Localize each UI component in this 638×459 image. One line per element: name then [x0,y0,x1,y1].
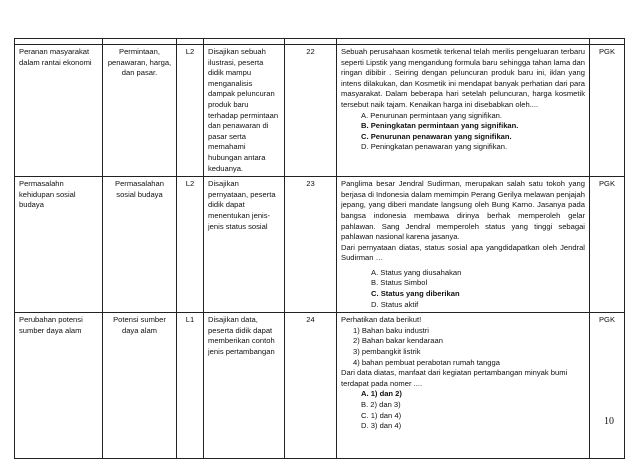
form-cell: PGK [590,313,625,459]
level-cell: L1 [177,313,204,459]
options-list [341,111,585,153]
question-cell [337,45,590,177]
material-cell: Peranan masyarakat dalam rantai ekonomi [15,45,103,177]
question-cell [337,177,590,313]
option-d: D. Peningkatan penawaran yang signifikan. [361,142,508,152]
question-prompt: Dari pernyataan diatas, status sosial apa yangdidapatkan oleh Jendral Sudirman … [341,242,585,263]
data-item: 4) bahan pembuat perabotan rumah tangga [353,357,500,367]
description-cell: Disajikan data, peserta didik dapat memberikan contoh jenis pertambangan [204,313,285,459]
form-cell: PGK [590,45,625,177]
table-row [15,313,625,459]
indicator-cell: Permintaan, penawaran, harga, dan pasar. [103,45,177,177]
option-b: B. Status Simbol [371,278,428,288]
options-list [341,389,585,431]
option-a: A. Penurunan permintaan yang signifikan. [361,110,502,120]
option-b: B. Peningkatan permintaan yang signifikan. [361,121,519,131]
page-number: 10 [604,416,614,427]
option-d: D. 3) dan 4) [361,421,402,431]
indicator-cell: Permasalahan sosial budaya [103,177,177,313]
material-cell: Permasalahn kehidupan sosial budaya [15,177,103,313]
question-cell [337,313,590,459]
description-cell: Disajikan sebuah ilustrasi, peserta didik mampu menganalisis dampak peluncuran produk baru terhadap permintaan dan penawaran di pasar serta memahami hubungan antara keduanya. [204,45,285,177]
number-cell: 22 [285,45,337,177]
table-row [15,177,625,313]
option-c: C. Penurunan penawaran yang signifikan. [361,131,512,141]
indicator-cell: Potensi sumber daya alam [103,313,177,459]
description-cell: Disajikan pernyataan, peserta didik dapat menentukan jenis-jenis status sosial [204,177,285,313]
option-b: B. 2) dan 3) [361,400,401,409]
number-cell: 23 [285,177,337,313]
level-cell: L2 [177,177,204,313]
number-cell: 24 [285,313,337,459]
question-text: Perhatikan data berikut! [341,315,422,325]
options-list [341,268,585,310]
option-c: C. Status yang diberikan [371,289,460,299]
level-cell: L2 [177,45,204,177]
option-a: A. Status yang diusahakan [371,267,462,277]
option-c: C. 1) dan 4) [361,410,402,420]
question-grid-table [14,38,625,459]
table-row [15,45,625,177]
data-list [341,326,585,368]
option-a: A. 1) dan 2) [361,389,402,399]
option-d: D. Status aktif [371,299,419,309]
form-cell: PGK [590,177,625,313]
data-item: 3) pembangkit listrik [353,347,421,357]
data-item: 2) Bahan bakar kendaraan [353,336,443,346]
data-item: 1) Bahan baku industri [353,325,429,335]
question-text: Panglima besar Jendral Sudirman, merupakan salah satu tokoh yang berjasa di Indonesia dalam memimpin Perang Gerilya melawan penjajah jepang, yang diberi mandate langsung oleh Bung Karno. Jasanya pada bangsa indonesia membawa dirinya berhak memperoleh gelar pahlawan. Sang Jendral memperoleh status yang tinggi sebagai pahlawan nasional karena jasanya. [341,179,585,242]
question-text: Sebuah perusahaan kosmetik terkenal telah merilis pengeluaran terbaru seperti Lipstik yang mengandung formula baru sehingga tahan lama dan ringan dibibir . Seiring dengan peluncuran produk baru ini, iklan yang intens dilakukan, dan Kosmetik ini mendapat banyak perhatian dari para masyarakat. Dalam beberapa hari setelah peluncuran, harga kosmetik tersebut naik tajam. Kenaikan harga ini disebabkan oleh.... [341,47,585,109]
question-prompt: Dari data diatas, manfaat dari kegiatan pertambangan minyak bumi terdapat pada nomer .... [341,368,568,388]
material-cell: Perubahan potensi sumber daya alam [15,313,103,459]
